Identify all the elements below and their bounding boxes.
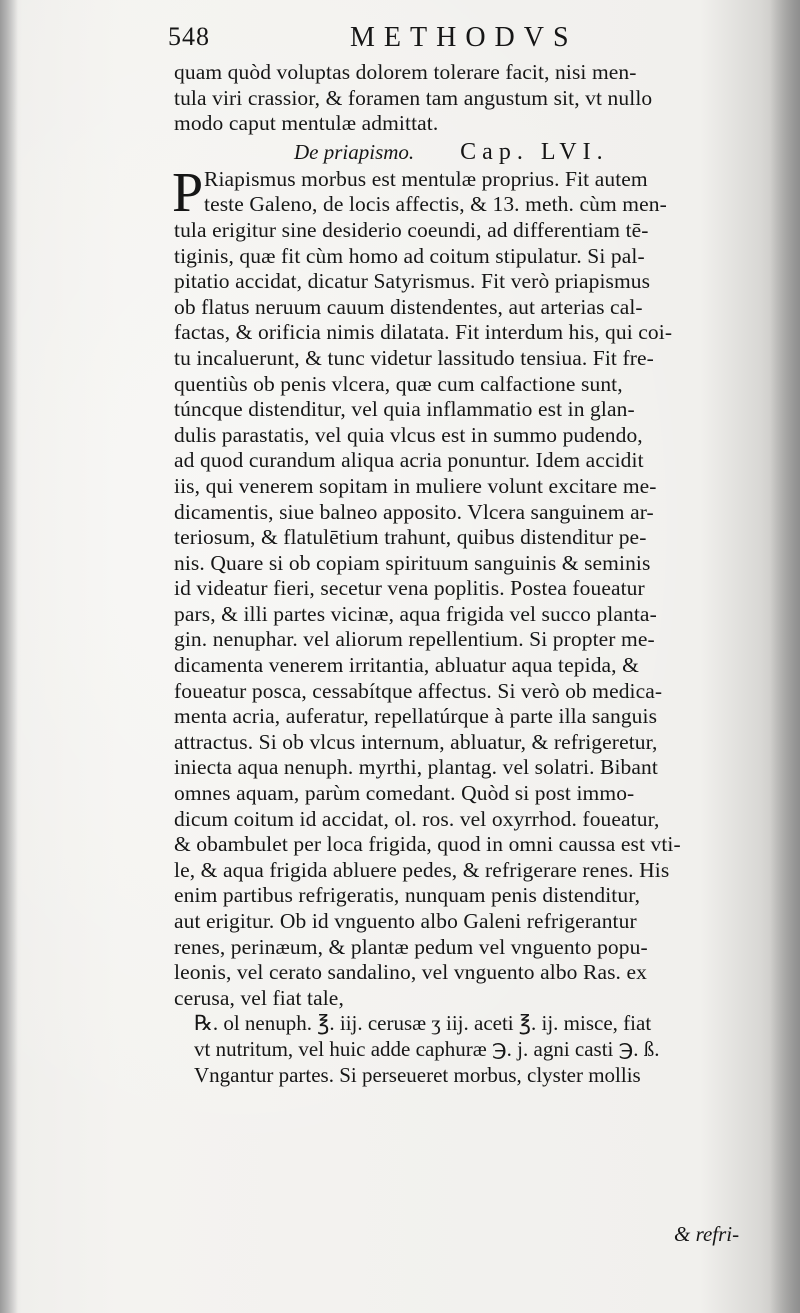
chapter-number: Cap. LVI. — [460, 138, 609, 165]
text-line: leonis, vel cerato sandalino, vel vnguento albo Ras. ex — [174, 960, 647, 985]
chapter-heading — [294, 137, 780, 167]
text-line: tula erigitur sine desiderio coeundi, ad differentiam tē- — [174, 217, 649, 242]
text-line: teste Galeno, de locis affectis, & 13. meth. cùm men- — [204, 192, 667, 217]
text-line: dicamentis, siue balneo apposito. Vlcera sanguinem ar- — [174, 499, 654, 524]
text-line: iis, qui venerem sopitam in muliere volunt excitare me- — [174, 473, 657, 498]
text-line: tiginis, quæ fit cùm homo ad coitum stipulatur. Si pal- — [174, 243, 645, 268]
text-line: factas, & orificia nimis dilatata. Fit interdum his, qui coi- — [174, 320, 673, 345]
page-header — [168, 22, 768, 62]
text-line: & obambulet per loca frigida, quod in omni caussa est vti- — [174, 832, 681, 857]
text-line: menta acria, auferatur, repellatúrque à parte illa sanguis — [174, 704, 658, 729]
text-line: enim partibus refrigeratis, nunquam penis distenditur, — [174, 883, 641, 908]
text-line: aut erigitur. Ob id vnguento albo Galeni refrigerantur — [174, 909, 637, 933]
text-line: quentiùs ob penis vlcera, quæ cum calfactione sunt, — [174, 371, 623, 396]
recipe-line: Vngantur partes. Si perseueret morbus, clyster mollis — [194, 1062, 641, 1087]
recipe-line: vt nutritum, vel huic adde caphuræ ℈. j. agni casti ℈. ß. — [194, 1036, 660, 1061]
running-title: METHODVS — [350, 22, 578, 53]
catchword: & refri- — [674, 1222, 740, 1246]
body-text — [174, 60, 780, 1088]
text-line: iniecta aqua nenuph. myrthi, plantag. vel solatri. Bibant — [174, 755, 658, 780]
text-line-content: Riapismus morbus est mentulæ proprius. Fit autem — [204, 166, 648, 191]
text-line: omnes aquam, parùm comedant. Quòd si post immo- — [174, 781, 635, 806]
recipe-line: ℞. ol nenuph. ℥. iij. cerusæ ʒ iij. aceti ℥. ij. misce, fiat — [194, 1011, 652, 1036]
text-line: renes, perinæum, & plantæ pedum vel vnguento popu- — [174, 934, 648, 959]
text-line: attractus. Si ob vlcus internum, abluatur, & refrigeretur, — [174, 729, 658, 754]
text-line: foueatur posca, cessabítque affectus. Si verò ob medica- — [174, 678, 663, 703]
text-line: cerusa, vel fiat tale, — [174, 985, 344, 1010]
text-line: dicum coitum id accidat, ol. ros. vel oxyrrhod. foueatur, — [174, 806, 660, 831]
text-line: dulis parastatis, vel quia vlcus est in summo pudendo, — [174, 422, 643, 447]
binding-shadow — [0, 0, 18, 1313]
text-line: nis. Quare si ob copiam spirituum sanguinis & seminis — [174, 550, 651, 575]
text-line: pars, & illi partes vicinæ, aqua frigida vel succo planta- — [174, 601, 657, 626]
text-line: tu incaluerunt, & tunc videtur lassitudo tensiua. Fit fre- — [174, 345, 654, 370]
text-line: dicamenta venerem irritantia, abluatur aqua tepida, & — [174, 653, 639, 678]
text-line: pitatio accidat, dicatur Satyrismus. Fit verò priapismus — [174, 269, 651, 294]
drop-cap: P — [172, 161, 204, 224]
text-line: id videatur fieri, secetur vena poplitis. Postea foueatur — [174, 576, 645, 601]
page-number: 548 — [168, 22, 210, 51]
text-line: quam quòd voluptas dolorem tolerare facit, nisi men- — [174, 60, 637, 84]
chapter-subject: De priapismo. — [294, 139, 415, 164]
text-line: teriosum, & flatulētium trahunt, quibus distenditur pe- — [174, 525, 647, 550]
text-line: modo caput mentulæ admittat. — [174, 111, 439, 136]
text-line: ad quod curandum aliqua acria ponuntur. Idem accidit — [174, 448, 644, 473]
text-line: gin. nenuphar. vel aliorum repellentium. Si propter me- — [174, 627, 655, 652]
text-line: ob flatus neruum cauum distendentes, aut arterias cal- — [174, 294, 643, 319]
text-line: le, & aqua frigida abluere pedes, & refrigerare renes. His — [174, 857, 670, 882]
text-line: tula viri crassior, & foramen tam angustum sit, vt nullo — [174, 85, 653, 110]
text-line: túncque distenditur, vel quia inflammatio est in glan- — [174, 397, 635, 422]
